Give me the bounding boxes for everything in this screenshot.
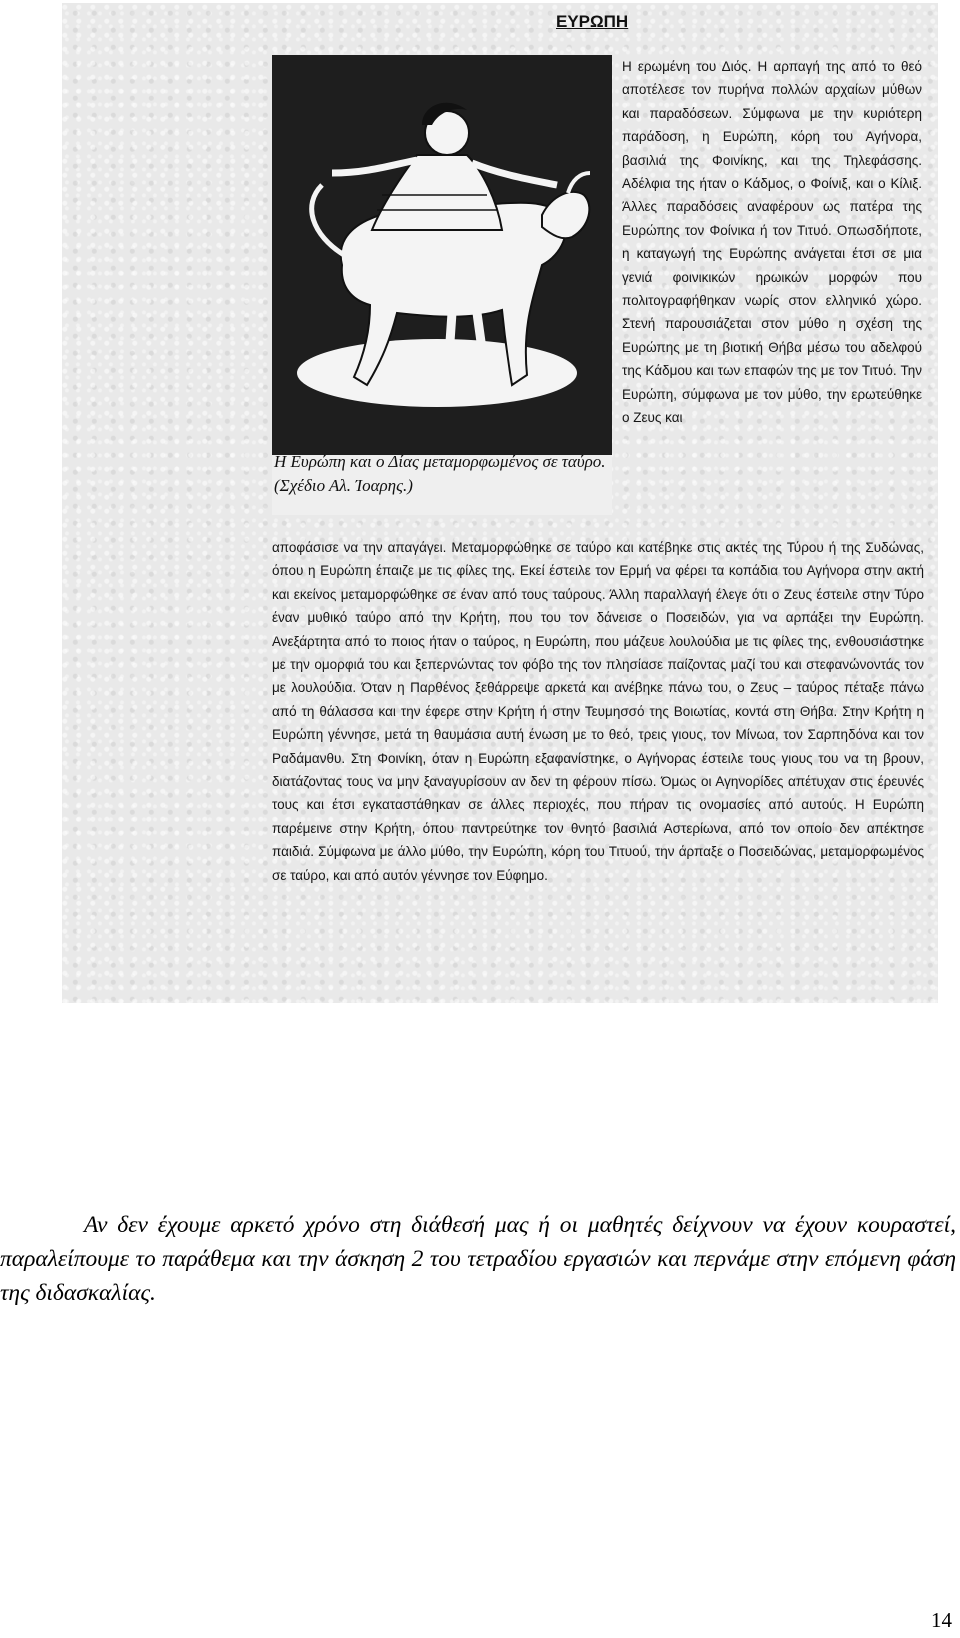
scanned-excerpt <box>62 3 938 1003</box>
side-paragraph: Η ερωμένη του Διός. Η αρπαγή της από το θεό αποτέλεσε τον πυρήνα πολλών αρχαίων μύθων και παραδόσεων. Σύμφωνα με την κυριότερη παράδοση, η Ευρώπη, κόρη του Αγήνορα, βασιλιά της Φοινίκης, και της Τηλεφάσσης. Αδέλφια της ήταν ο Κάδμος, ο Φοίνιξ, και ο Κίλιξ. Άλλες παραδόσεις αναφέρουν ως πατέρα της Ευρώπης τον Φοίνικα ή τον Τιτυό. Οπωσδήποτε, η καταγωγή της Ευρώπης ανάγεται έτσι σε μια γενιά φοινικικών ηρωικών μορφών που πολιτογραφήθηκαν νωρίς στον ελληνικό χώρο. Στενή παρουσιάζεται στον μύθο η σχέση της Ευρώπης με τη βιοτική Θήβα μέσω του αδελφού της Κάδμου και των επαφών της με τον Τιτυό. Την Ευρώπη, σύμφωνα με τον μύθο, την ερωτεύθηκε ο Ζευς και <box>622 59 922 426</box>
excerpt-side-text <box>622 55 922 430</box>
full-paragraph: αποφάσισε να την απαγάγει. Μεταμορφώθηκε σε ταύρο και κατέβηκε στις ακτές της Τύρου ή της Συδώνας, όπου η Ευρώπη έπαιζε με τις φίλες της. Εκεί έστειλε τον Ερμή να φέρει τα κοπάδια του Αγήνορα στην ακτή και εκείνος μεταμορφώθηκε σε έναν από τους ταύρους. Άλλη παραλλαγή έλεγε ότι ο Ζευς έστειλε στην Τύρο έναν μυθικό ταύρο από την Κρήτη, που του τον δάνεισε ο Ποσειδών, για να αρπάξει την Ευρώπη. Ανεξάρτητα από το ποιος ήταν ο ταύρος, η Ευρώπη, που μάζευε λουλούδια με τις φίλες της, ενθουσιάστηκε με την ομορφιά του και ξεπερνώντας τον φόβο της τον πλησίασε παίζοντας μαζί του και στεφανώνοντάς τον με λουλούδια. Όταν η Παρθένος ξεθάρρεψε αρκετά και ανέβηκε πάνω του, ο Ζευς – ταύρος πέταξε πάνω από τη θάλασσα και την έφερε στην Κρήτη ή στην Τευμησσό της Βοιωτίας, κοντά στη Θήβα. Στην Κρήτη η Ευρώπη γέννησε, μετά τη θαυμάσια αυτή ένωση με το θεό, τρεις γιους, τον Μίνωα, τον Σαρπηδόνα και τον Ραδάμανθυ. Στη Φοινίκη, όταν η Ευρώπη εξαφανίστηκε, ο Αγήνορας έστειλε τους γιους του να τη βρουν, διατάζοντας τους να μην ξαναγυρίσουν αν δεν τη φέρουν πίσω. Όμως οι Αγηνορίδες απέτυχαν στις έρευνές τους και έτσι εγκαταστάθηκαν σε άλλες περιοχές, που πήραν τις ονομασίες από αυτούς. Η Ευρώπη παρέμεινε στην Κρήτη, όπου παντρεύτηκε τον θνητό βασιλιά Αστερίωνα, από τον οποίο δεν απέκτησε παιδιά. Σύμφωνα με άλλο μύθο, την Ευρώπη, κόρη του Τιτυού, την άρπαξε ο Ποσειδώνας, μεταμορφωμένος σε ταύρο, και από αυτόν γέννησε τον Εύφημο. <box>272 540 924 883</box>
figure-caption: Η Ευρώπη και ο Δίας μεταμορφωμένος σε ταύρο. (Σχέδιο Αλ. Ίοαρης.) <box>274 452 606 495</box>
excerpt-title: ΕΥΡΩΠΗ <box>556 12 629 31</box>
excerpt-full-text <box>272 536 924 887</box>
page-number: 14 <box>931 1608 952 1632</box>
vase-painting-image <box>272 55 612 455</box>
teacher-note <box>0 1208 956 1310</box>
teacher-note-text: Αν δεν έχουμε αρκετό χρόνο στη διάθεσή μας ή οι μαθητές δείχνουν να έχουν κουραστεί, παραλείπουμε το παράθεμα και την άσκηση 2 του τετραδίου εργασιών και περνάμε στην επόμενη φάση της διδασκαλίας. <box>0 1212 956 1306</box>
europa-bull-illustration <box>272 55 612 515</box>
